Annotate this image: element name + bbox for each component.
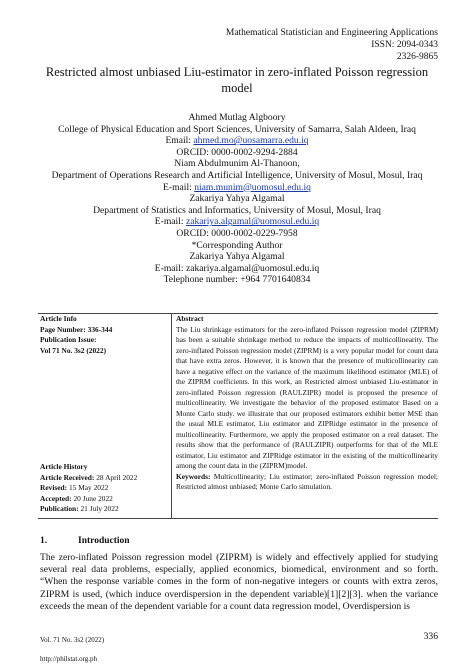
article-info bbox=[40, 314, 168, 356]
corresponding-label: *Corresponding Author bbox=[191, 239, 283, 251]
abstract-heading: Abstract bbox=[176, 314, 204, 323]
section-number: 1. bbox=[40, 536, 48, 546]
accepted-label: Accepted: bbox=[40, 493, 74, 503]
article-history bbox=[40, 462, 168, 515]
revised-label: Revised: bbox=[40, 483, 69, 492]
journal-issn-2: 2326-9865 bbox=[396, 52, 438, 62]
journal-name: Mathematical Statistician and Engineering Applications bbox=[225, 28, 438, 38]
abstract-section bbox=[176, 314, 438, 493]
publication-issue-label: Publication Issue: bbox=[40, 335, 97, 344]
received-label: Article Received: bbox=[40, 472, 97, 482]
author-1-name: Ahmed Mutlag Algboory bbox=[188, 112, 286, 123]
revised-date: 15 May 2022 bbox=[68, 483, 109, 492]
keywords-label: Keywords: bbox=[176, 471, 214, 481]
article-history-heading: Article History bbox=[40, 462, 88, 471]
author-3-orcid: ORCID: 0000-0002-0229-7958 bbox=[176, 227, 298, 239]
author-1-email-link[interactable]: ahmed.mo@uosamarra.edu.iq bbox=[193, 135, 309, 147]
introduction-text: The zero-inflated Poisson regression model (ZIPRM) is widely and effectively applied for studying several real data problems, especially, applied economics, biomedical, environment and so forth. “When the response variable comes in the form of non-negative integers or counts with extra zeros, ZIPRM is used, (which induce overdispersion in the dependent variable)[1][2][3]. when the variance exceeds the mean of the dependent variable for a count data regression model, Overdispersion is bbox=[40, 552, 438, 612]
footer-page-number: 336 bbox=[423, 631, 438, 642]
publication-label: Publication: bbox=[40, 504, 81, 513]
author-3-email-line bbox=[20, 216, 454, 228]
publication-date: 21 July 2022 bbox=[80, 504, 119, 513]
corresponding-name: Zakariya Yahya Algamal bbox=[189, 251, 285, 263]
abstract-text: The Liu shrinkage estimators for the zero-inflated Poisson regression model (ZIPRM) has been a suitable shrinkage method to reduce the impacts of multicollinearity. The zero-inflated Poisson regression model (ZIPRM) is a very popular model for count data that have extra zeros. However, it is known that the presence of multicollinearity can have a negative effect on the variance of the maximum likelihood estimator (MLE) of the ZIPRM coefficients. In this work, an Restricted almost unbiased Liu-estimator in zero-inflated Poisson regression (RAULZIPR) model is proposed the presence of multicollinearity. We investigate the behavior of the proposed estimator Based on a Monte Carlo study. we illustrate that our proposed estimators exhibit better MSE than the usual MLE estimator, Liu estimator and ZIPRidge estimator in the presence of multicollinearity. Furthermore, we apply the proposed estimator on a real dataset. The results show that the performance of (RAULZIPR) outperforms for that of the MLE estimator, Liu estimator and ZIPRidge estimator in the existing of the multicollinearity among the count data in the (ZIPRM)model. bbox=[176, 324, 438, 470]
author-2-email-line bbox=[20, 182, 454, 194]
introduction-heading bbox=[40, 536, 130, 546]
accepted-date: 20 June 2022 bbox=[73, 493, 113, 503]
corresponding-email: E-mail: zakariya.algamal@uomosul.edu.iq bbox=[154, 262, 320, 274]
volume-label: Vol 71 No. 3s2 (2022) bbox=[40, 345, 107, 355]
bottom-divider bbox=[38, 518, 438, 519]
author-1-orcid: ORCID: 0000-0002-9294-2884 bbox=[176, 146, 298, 158]
email-label: E-mail: bbox=[154, 216, 186, 228]
journal-issn: ISSN: 2094-0343 bbox=[371, 40, 438, 50]
corresponding-phone: Telephone number: +964 7701640834 bbox=[163, 274, 311, 286]
journal-header bbox=[226, 27, 438, 63]
page-number-label: Page Number: bbox=[40, 324, 88, 334]
column-divider bbox=[171, 313, 172, 518]
received-date: 28 April 2022 bbox=[96, 472, 138, 482]
author-1-affiliation: College of Physical Education and Sport Sciences, University of Samarra, Salah Aldeen, Iraq bbox=[58, 123, 416, 135]
author-2-email-link[interactable]: niam.munim@uomosul.edu.iq bbox=[194, 181, 311, 193]
author-2-affiliation: Department of Operations Research and Artificial Intelligence, University of Mosul, Mosul, Iraq bbox=[51, 169, 423, 181]
footer-volume: Vol. 71 No. 3s2 (2022) bbox=[40, 636, 105, 644]
author-block bbox=[20, 112, 454, 286]
article-info-heading: Article Info bbox=[40, 314, 77, 323]
keywords-line bbox=[176, 472, 438, 493]
author-1-email-line bbox=[20, 135, 454, 147]
author-3-affiliation: Department of Statistics and Informatics, University of Mosul, Mosul, Iraq bbox=[93, 204, 381, 216]
author-3-name: Zakariya Yahya Algamal bbox=[189, 193, 285, 205]
paper-title: Restricted almost unbiased Liu-estimator in zero-inflated Poisson regression model bbox=[45, 65, 429, 95]
section-title: Introduction bbox=[78, 536, 130, 546]
page-number-value: 336-344 bbox=[87, 324, 113, 334]
email-label: E-mail: bbox=[163, 181, 195, 193]
author-2-name: Niam Abdulmunim Al-Thanoon, bbox=[174, 158, 300, 170]
email-label: Email: bbox=[165, 135, 194, 147]
author-3-email-link[interactable]: zakariya.algamal@uomosul.edu.iq bbox=[185, 216, 320, 228]
footer-url[interactable]: http://philstat.org.ph bbox=[40, 655, 98, 663]
keywords-text: Multicollinearity; Liu estimator; zero-inflated Poisson regression model; Restricted almost unbiased; Monte Carlo simulation. bbox=[176, 471, 438, 491]
